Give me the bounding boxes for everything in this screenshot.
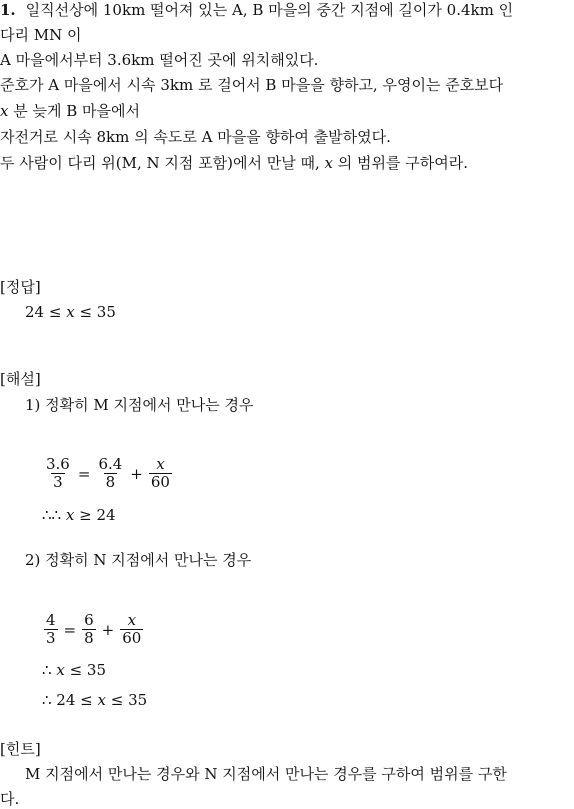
fraction: $\frac{6}{8}$ — [84, 611, 94, 647]
problem-line-3: A 마을에서부터 3.6km 떨어진 곳에 위치해있다. — [0, 51, 319, 69]
hint-label: [힌트] — [0, 740, 41, 758]
fraction: $\frac{x}{60}$ — [150, 455, 170, 491]
problem-line-1: 1. 일직선상에 10km 떨어져 있는 A, B 마을의 중간 지점에 길이가 0.4km 인 — [0, 1, 514, 19]
variable-x: x — [0, 102, 9, 120]
fraction: $\frac{4}{3}$ — [46, 611, 56, 647]
problem-line-4: 준호가 A 마을에서 시속 3km 로 걸어서 B 마을을 향하고, 우영이는 준호보다 — [0, 76, 504, 94]
problem-line-7: 두 사람이 다리 위(M, N 지점 포함)에서 만날 때, x 의 범위를 구하여라. — [0, 154, 468, 172]
case1-result: ∴∴ x ≥ 24 — [42, 506, 116, 524]
hint-line-2: 다. — [0, 790, 20, 808]
fraction: $\frac{x}{60}$ — [122, 611, 142, 647]
final-result: ∴ 24 ≤ x ≤ 35 — [42, 691, 148, 709]
solution-label: [해설] — [0, 370, 41, 388]
problem-line-2: 다리 MN 이 — [0, 26, 82, 44]
problem-line-5: x 분 늦게 B 마을에서 — [0, 102, 141, 120]
case2-title: 2) 정확히 N 지점에서 만나는 경우 — [25, 551, 252, 569]
variable-x: x — [324, 154, 333, 172]
fraction: $\frac{6.4}{8}$ — [98, 455, 123, 491]
hint-line-1: M 지점에서 만나는 경우와 N 지점에서 만나는 경우를 구하여 범위를 구한 — [25, 765, 507, 783]
case2-result: ∴ x ≤ 35 — [42, 661, 107, 679]
problem-line-6: 자전거로 시속 8km 의 속도로 A 마을을 향하여 출발하였다. — [0, 128, 391, 146]
answer-label: [정답] — [0, 278, 41, 296]
fraction: $\frac{3.6}{3}$ — [46, 455, 70, 491]
answer-value: 24 ≤ x ≤ 35 — [25, 303, 116, 321]
case1-equation: $\frac{3.6}{3}$ = $\frac{6.4}{8}$ + $\frac{x}{60}$ — [46, 455, 170, 491]
case2-equation: $\frac{4}{3}$ = $\frac{6}{8}$ + $\frac{x}{60}$ — [46, 611, 142, 647]
question-number: 1. — [0, 1, 16, 19]
case1-title: 1) 정확히 M 지점에서 만나는 경우 — [25, 396, 254, 414]
